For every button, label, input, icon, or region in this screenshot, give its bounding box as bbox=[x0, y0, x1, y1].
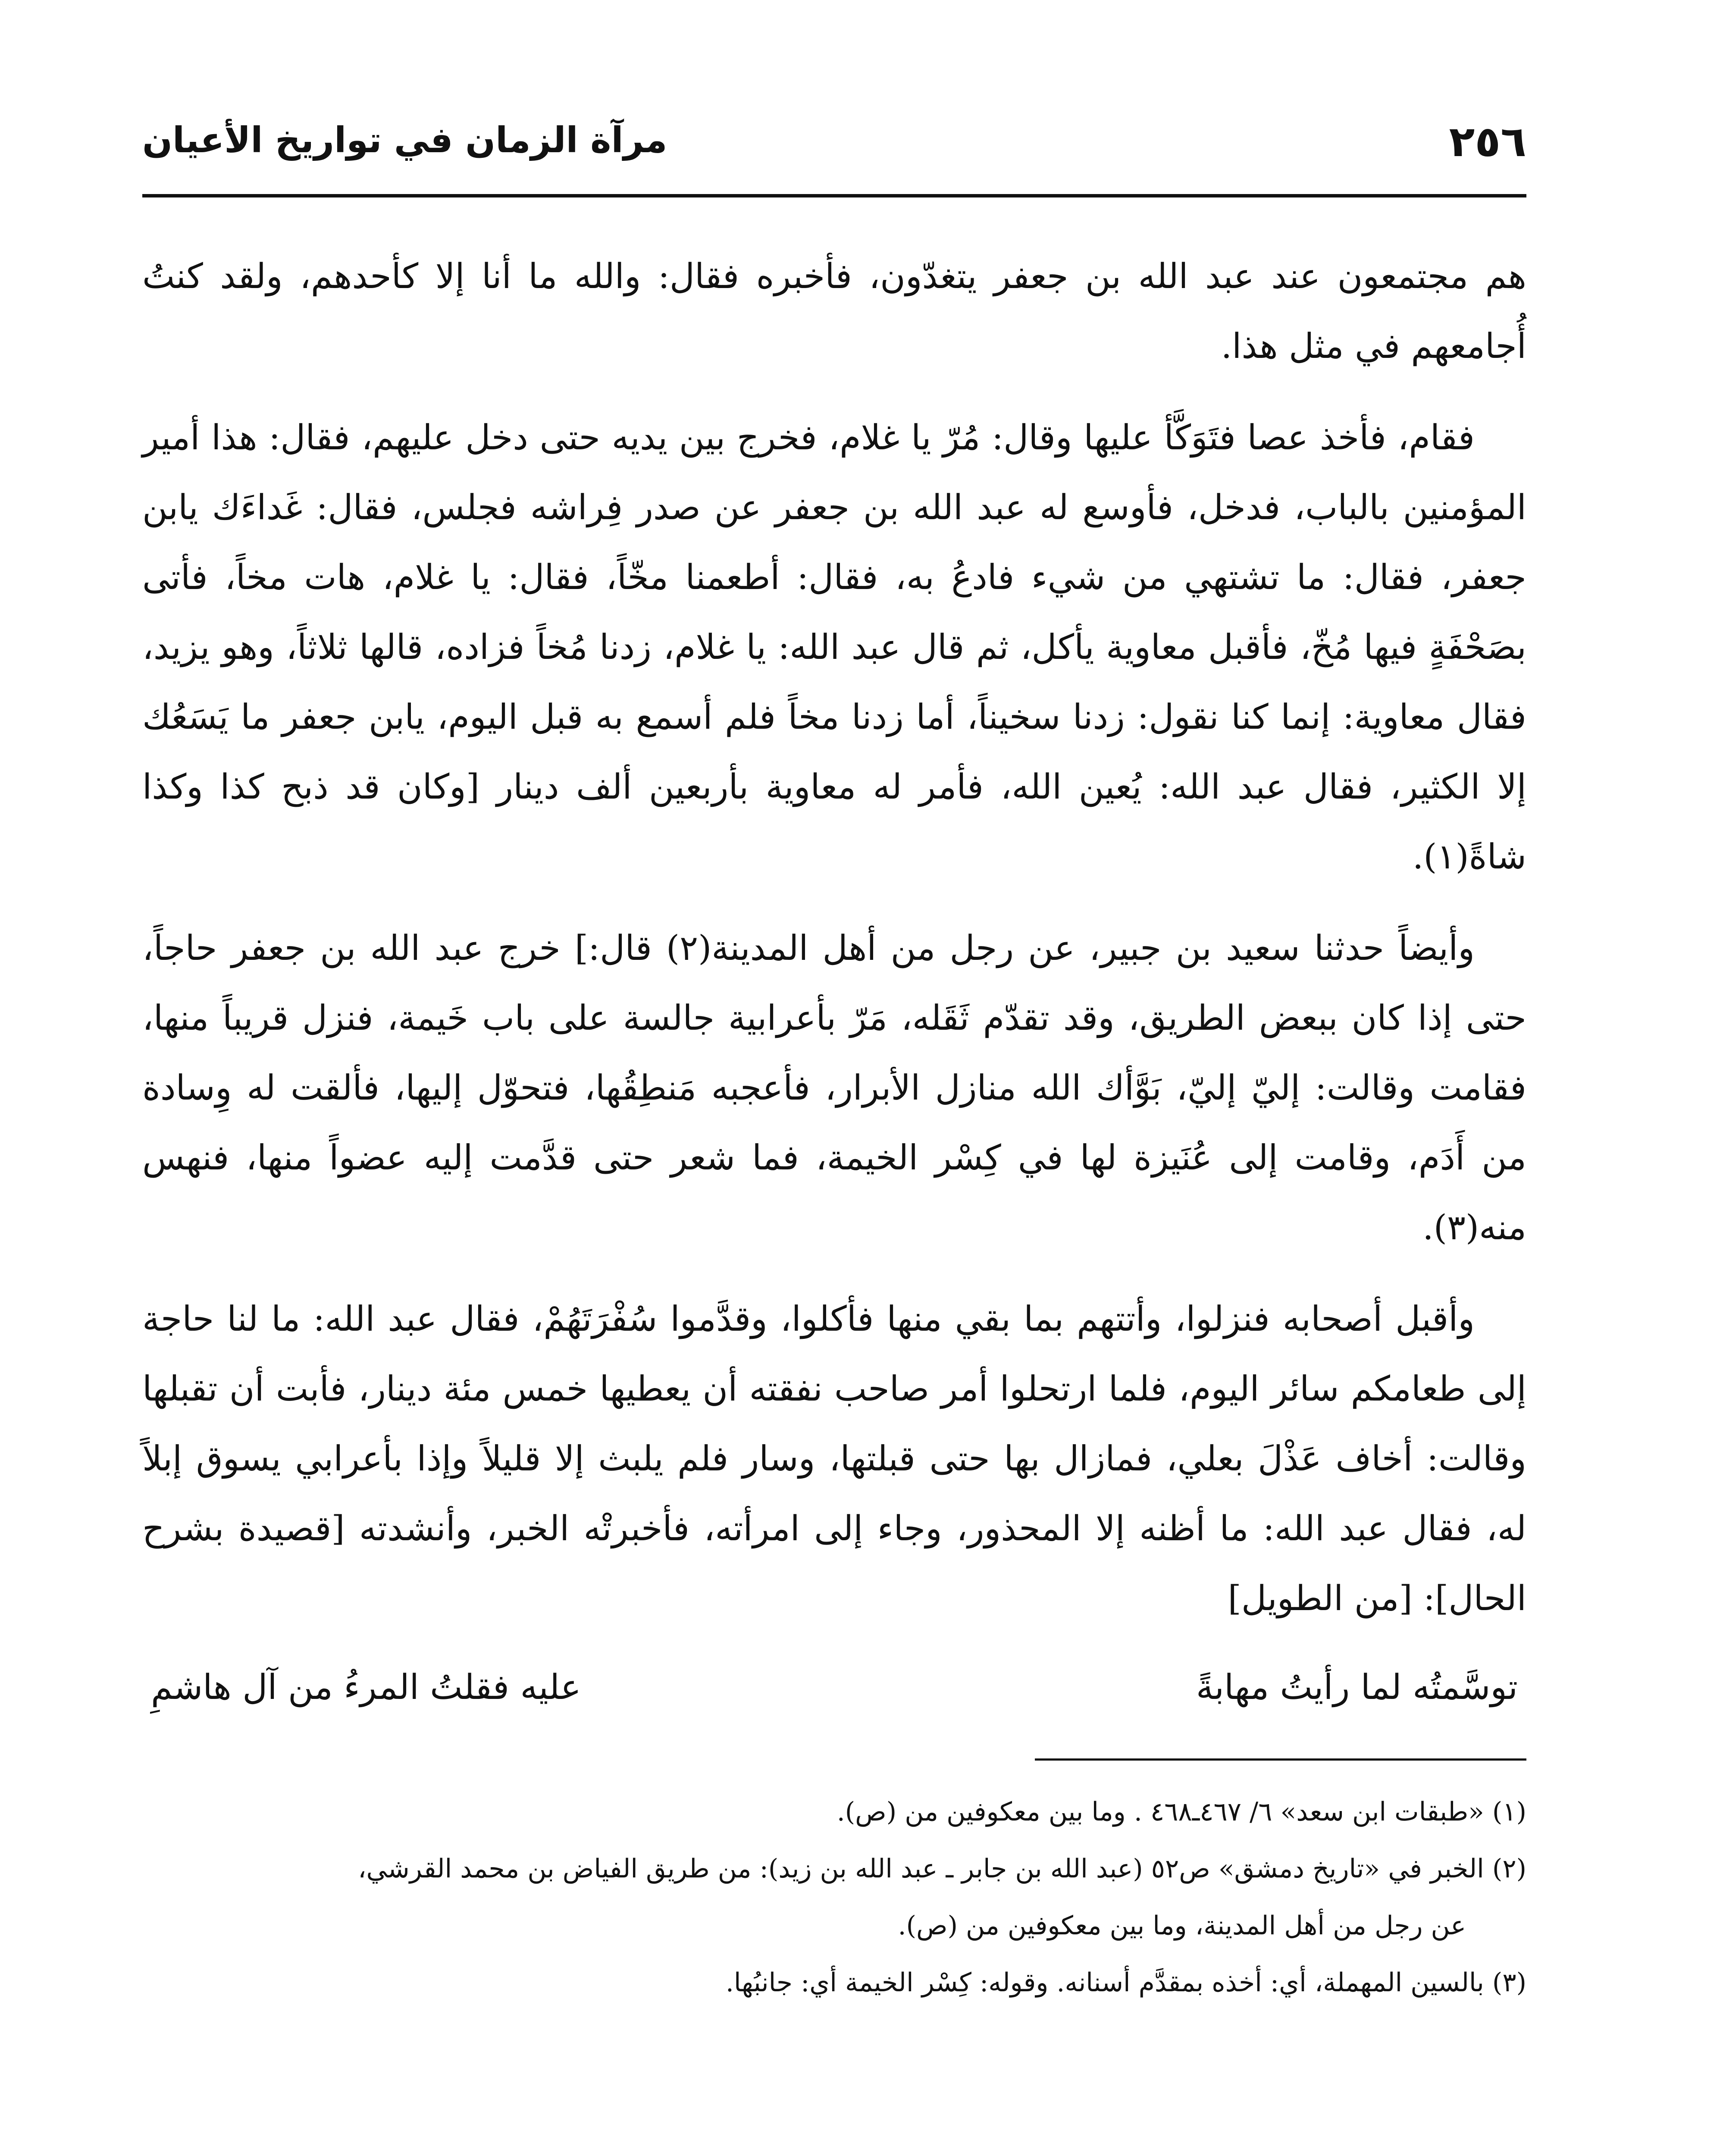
running-title: مرآة الزمان في تواريخ الأعيان bbox=[142, 120, 667, 161]
footnotes bbox=[142, 1786, 1526, 2008]
poem-verse bbox=[142, 1655, 1526, 1720]
verse-first-hemistich: توسَّمتُه لما رأيتُ مهابةً bbox=[1196, 1667, 1518, 1707]
footnote-1: (١) «طبقات ابن سعد» ٦/ ٤٦٧ـ٤٦٨ . وما بين معكوفين من (ص). bbox=[837, 1797, 1526, 1827]
paragraph-1: هم مجتمعون عند عبد الله بن جعفر يتغدّون، فأخبره فقال: والله ما أنا إلا كأحدهم، ولقد كنتُ أُجامعهم في مثل هذا. bbox=[142, 256, 1526, 366]
footnote-2-continuation: عن رجل من أهل المدينة، وما بين معكوفين من (ص). bbox=[898, 1911, 1466, 1941]
book-page bbox=[142, 99, 1526, 2156]
verse-second-hemistich: عليه فقلتُ المرءُ من آل هاشمِ bbox=[151, 1667, 581, 1707]
page-number: ٢٥٦ bbox=[1449, 117, 1526, 166]
page-header bbox=[142, 99, 1526, 198]
paragraph-3: وأيضاً حدثنا سعيد بن جبير، عن رجل من أهل المدينة(٢) قال:] خرج عبد الله بن جعفر حاجاً، حتى إذا كان ببعض الطريق، وقد تقدّم ثَقَله، مَرّ بأعرابية جالسة على باب خَيمة، فنزل قريباً منها، فقامت وقالت: إليّ إليّ، بَوَّأك الله منازل الأبرار، فأعجبه مَنطِقُها، فتحوّل إليها، فألقت له وِسادة من أَدَم، وقامت إلى عُنَيزة لها في كِسْر الخيمة، فما شعر حتى قدَّمت إليه عضواً منها، فنهس منه(٣). bbox=[142, 928, 1526, 1247]
paragraph-2: فقام، فأخذ عصا فتَوَكَّأ عليها وقال: مُرّ يا غلام، فخرج بين يديه حتى دخل عليهم، فقال: هذا أمير المؤمنين بالباب، فدخل، فأوسع له عبد الله بن جعفر عن صدر فِراشه فجلس، فقال: غَداءَك يابن جعفر، فقال: ما تشتهي من شيء فادعُ به، فقال: أطعمنا مخّاً، فقال: يا غلام، هات مخاً، فأتى بصَحْفَةٍ فيها مُخّ، فأقبل معاوية يأكل، ثم قال عبد الله: يا غلام، زدنا مُخاً فزاده، قالها ثلاثاً، وهو يزيد، فقال معاوية: إنما كنا نقول: زدنا سخيناً، أما زدنا مخاً فلم أسمع به قبل اليوم، يابن جعفر ما يَسَعُك إلا الكثير، فقال عبد الله: يُعين الله، فأمر له معاوية بأربعين ألف دينار [وكان قد ذبح كذا وكذا شاةً(١). bbox=[142, 417, 1526, 877]
main-text bbox=[142, 241, 1526, 1633]
footnote-2: (٢) الخبر في «تاريخ دمشق» ص٥٢ (عبد الله بن جابر ـ عبد الله بن زيد): من طريق الفياض بن محمد القرشي، bbox=[358, 1854, 1526, 1884]
header-rule bbox=[142, 194, 1526, 197]
paragraph-4: وأقبل أصحابه فنزلوا، وأتتهم بما بقي منها فأكلوا، وقدَّموا سُفْرَتَهُمْ، فقال عبد الله: ما لنا حاجة إلى طعامكم سائر اليوم، فلما ارتحلوا أمر صاحب نفقته أن يعطيها خمس مئة دينار، فأبت أن تقبلها وقالت: أخاف عَذْلَ بعلي، فمازال بها حتى قبلتها، وسار فلم يلبث إلا قليلاً وإذا بأعرابي يسوق إبلاً له، فقال عبد الله: ما أظنه إلا المحذور، وجاء إلى امرأته، فأخبرتْه الخبر، وأنشدته [قصيدة بشرح الحال]: [من الطويل] bbox=[142, 1299, 1526, 1618]
footnote-separator bbox=[1035, 1758, 1526, 1761]
footnote-3: (٣) بالسين المهملة، أي: أخذه بمقدَّم أسنانه. وقوله: كِسْر الخيمة أي: جانبُها. bbox=[725, 1968, 1526, 1998]
